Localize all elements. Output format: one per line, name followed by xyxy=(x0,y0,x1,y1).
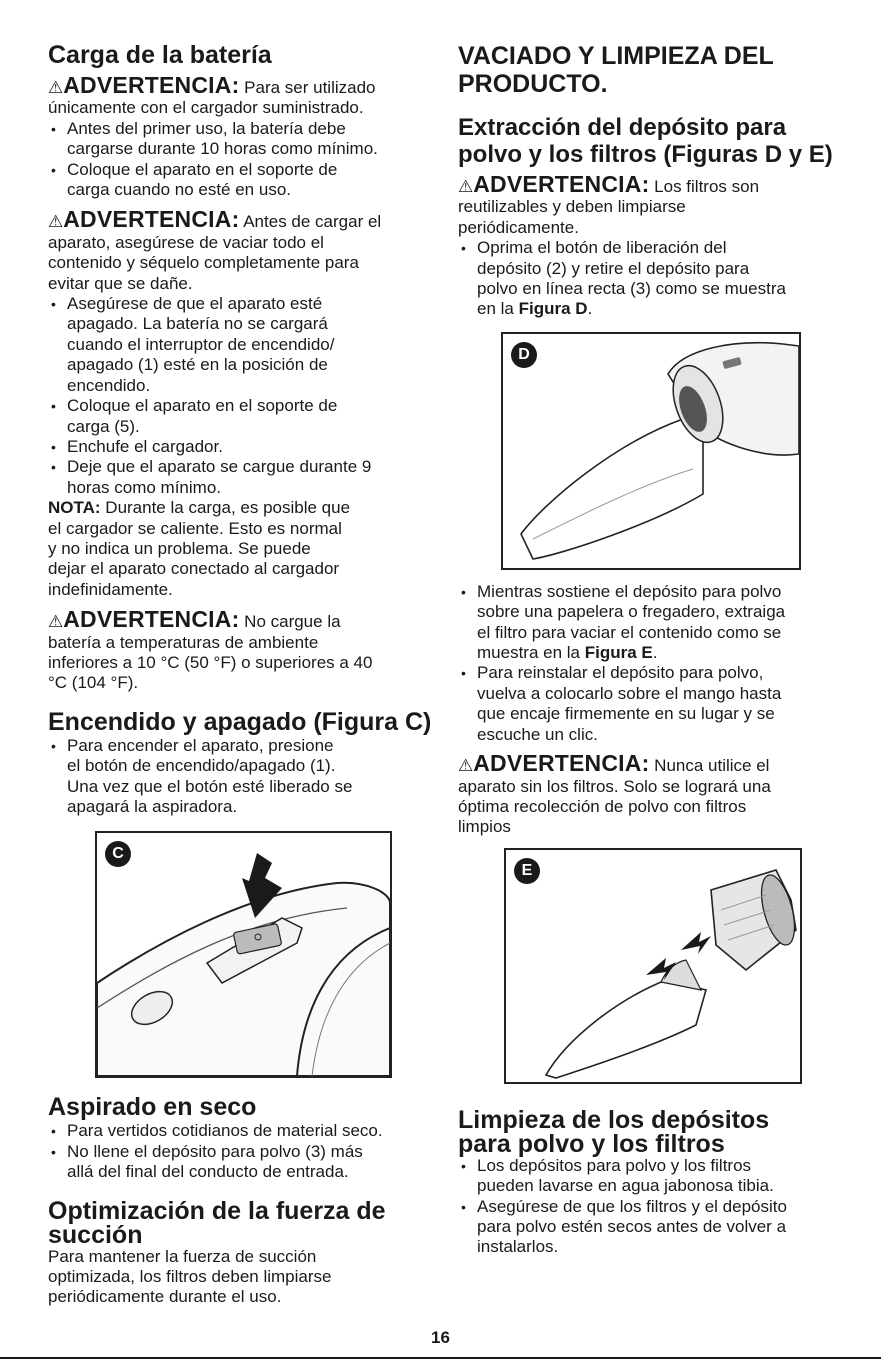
warning-word: ADVERTENCIA: xyxy=(473,750,650,777)
warning-2 xyxy=(48,206,440,294)
removal-list xyxy=(458,238,853,320)
suction-paragraph: Para mantener la fuerza de succión optimizada, los filtros deben limpiarse periódicamente durante el uso. xyxy=(48,1246,332,1307)
figure-label-c: C xyxy=(105,841,131,867)
warning-word: ADVERTENCIA: xyxy=(473,171,650,197)
charging-list-2 xyxy=(48,294,440,498)
list-item: • Los depósitos para polvo y los filtros pueden lavarse en agua jabonosa tibia. xyxy=(458,1156,853,1197)
figure-e xyxy=(504,848,802,1084)
list-item: • Para reinstalar el depósito para polvo, vuelva a colocarlo sobre el mango hasta que encaje firmemente en su lugar y se escuche un clic. xyxy=(458,663,853,745)
warning-text: Antes de cargar el xyxy=(239,212,382,232)
section-title-cleaning: Limpieza de los depósitos para polvo y los filtros xyxy=(458,1105,770,1158)
warning-text: Para ser utilizado xyxy=(239,78,376,97)
right-column xyxy=(458,42,853,1258)
dust-bowl-removal-illustration xyxy=(503,334,799,568)
warning-text: batería a temperaturas de ambiente inferiores a 10 °C (50 °F) o superiores a 40 °C (104 °F). xyxy=(48,632,373,693)
list-item: • Deje que el aparato se cargue durante 9 horas como mínimo. xyxy=(48,457,440,498)
warning-text: reutilizables y deben limpiarse periódicamente. xyxy=(458,197,686,237)
cleaning-list xyxy=(458,1156,853,1258)
list-item: • Mientras sostiene el depósito para polvo sobre una papelera o fregadero, extraiga el filtro para vaciar el contenido como se muestra en la Figura E. xyxy=(458,582,853,664)
warning-1 xyxy=(48,72,440,119)
list-item: • Coloque el aparato en el soporte de carga (5). xyxy=(48,396,440,437)
warning-triangle-icon: ⚠ xyxy=(458,756,474,776)
warning-triangle-icon: ⚠ xyxy=(48,78,64,97)
warning-4 xyxy=(458,171,853,238)
subsection-title-removal: Extracción del depósito para polvo y los filtros (Figuras D y E) xyxy=(458,114,833,168)
emptying-list xyxy=(458,582,853,745)
section-title-battery-charging: Carga de la batería xyxy=(48,41,272,69)
warning-text: únicamente con el cargador suministrado. xyxy=(48,98,364,118)
warning-3 xyxy=(48,606,440,694)
list-item: • Asegúrese de que el aparato esté apagado. La batería no se cargará cuando el interruptor de encendido/ apagado (1) esté en la posición de encendido. xyxy=(48,294,440,396)
dry-vacuuming-list xyxy=(48,1121,440,1182)
charging-list-1 xyxy=(48,119,440,201)
bottom-divider xyxy=(0,1357,881,1359)
section-title-dry-vacuuming: Aspirado en seco xyxy=(48,1093,257,1122)
list-item: • Oprima el botón de liberación del depósito (2) y retire el depósito para polvo en línea recta (3) como se muestra en la Figura D. xyxy=(458,238,853,320)
warning-triangle-icon: ⚠ xyxy=(48,612,64,632)
on-off-list xyxy=(48,736,440,818)
figure-d xyxy=(501,332,801,570)
warning-text: Los filtros son xyxy=(649,177,760,196)
warning-word: ADVERTENCIA: xyxy=(63,72,240,98)
warning-text: aparato, asegúrese de vaciar todo el contenido y séquelo completamente para evitar que se dañe. xyxy=(48,232,359,293)
warning-triangle-icon: ⚠ xyxy=(458,177,474,196)
section-title-on-off: Encendido y apagado (Figura C) xyxy=(48,707,432,736)
figure-label-e: E xyxy=(514,858,540,884)
list-item: • Para encender el aparato, presione el botón de encendido/apagado (1). Una vez que el botón esté liberado se apagará la aspiradora. xyxy=(48,736,440,818)
warning-triangle-icon: ⚠ xyxy=(48,212,64,232)
warning-text: aparato sin los filtros. Solo se logrará una óptima recolección de polvo con filtros limpios xyxy=(458,776,771,837)
section-title-emptying: VACIADO Y LIMPIEZA DEL PRODUCTO. xyxy=(458,42,774,98)
warning-word: ADVERTENCIA: xyxy=(63,206,240,233)
figure-label-d: D xyxy=(511,342,537,368)
figure-c xyxy=(95,831,392,1078)
vacuum-handle-illustration xyxy=(97,833,390,1076)
list-item: • Coloque el aparato en el soporte de carga cuando no esté en uso. xyxy=(48,160,440,201)
warning-text: No cargue la xyxy=(239,612,341,632)
filter-removal-illustration xyxy=(506,850,800,1082)
list-item: • Enchufe el cargador. xyxy=(48,437,440,457)
warning-5 xyxy=(458,750,853,838)
list-item: • Antes del primer uso, la batería debe cargarse durante 10 horas como mínimo. xyxy=(48,119,440,160)
page-number: 16 xyxy=(431,1328,450,1347)
warning-text: Nunca utilice el xyxy=(649,756,770,776)
list-item: • Para vertidos cotidianos de material seco. xyxy=(48,1121,440,1141)
warning-word: ADVERTENCIA: xyxy=(63,606,240,633)
section-title-suction: Optimización de la fuerza de succión xyxy=(48,1196,386,1249)
list-item: • No llene el depósito para polvo (3) más allá del final del conducto de entrada. xyxy=(48,1142,440,1183)
note: NOTA: Durante la carga, es posible que el cargador se caliente. Esto es normal y no indica un problema. Se puede dejar el aparato conectado al cargador indefinidamente. xyxy=(48,498,351,599)
list-item: • Asegúrese de que los filtros y el depósito para polvo estén secos antes de volver a instalarlos. xyxy=(458,1197,853,1258)
left-column xyxy=(48,42,440,1308)
